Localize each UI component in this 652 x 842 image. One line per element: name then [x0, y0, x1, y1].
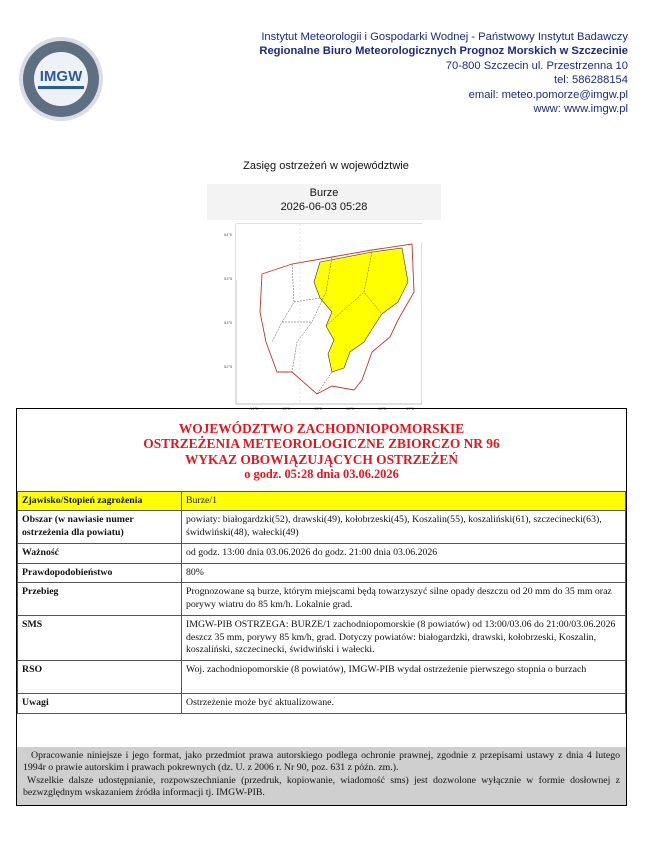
table-row	[18, 694, 626, 713]
svg-text:54°0: 54°0	[224, 232, 233, 237]
svg-text:16°0: 16°0	[346, 406, 355, 411]
row-value: Burze/1	[182, 492, 626, 511]
row-label: Obszar (w nawiasie numer ostrzeżenia dla powiatu)	[18, 511, 182, 544]
row-value: od godz. 13:00 dnia 03.06.2026 do godz. 21:00 dnia 03.06.2026	[182, 544, 626, 563]
title-list: WYKAZ OBOWIĄZUJĄCYCH OSTRZEŻEŃ	[184, 451, 459, 467]
svg-text:14°0: 14°0	[250, 406, 259, 411]
redistribution-notice: Wszelkie dalsze udostępnianie, rozpowszechnianie (przedruk, kopiowanie, wiadomość sms) jest dozwolone wyłącznie w formie dosłownej z bezwzględnym wskazaniem źródła informacji tj. IMGW-PIB.	[23, 774, 620, 799]
row-label: RSO	[18, 661, 182, 694]
warning-area-map	[222, 222, 422, 412]
table-row	[18, 544, 626, 563]
row-label: Ważność	[18, 544, 182, 563]
svg-text:17°0: 17°0	[406, 406, 415, 411]
institute-header	[259, 30, 628, 116]
title-warning-number: OSTRZEŻENIA METEOROLOGICZNE ZBIORCZO NR 96	[143, 436, 500, 452]
table-row	[18, 583, 626, 616]
svg-text:15°5: 15°5	[314, 406, 323, 411]
row-value: powiaty: białogardzki(52), drawski(49), kołobrzeski(45), Koszalin(55), koszaliński(61), szczecinecki(63), świdwiński(48), wałecki(49)	[182, 511, 626, 544]
map-section-title: Zasięg ostrzeżeń w województwie	[243, 160, 409, 172]
row-value: IMGW-PIB OSTRZEGA: BURZE/1 zachodniopomorskie (8 powiatów) od 13:00/03.06 do 21:00/03.06.2026 deszcz 35 mm, porywy 85 km/h, grad. Dotyczy powiatów: białogardzki, drawski, kołobrzeski, Koszalin, koszaliński, szczecinecki, świdwiński i wałecki.	[182, 616, 626, 661]
row-label: SMS	[18, 616, 182, 661]
row-value: Woj. zachodniopomorskie (8 powiatów), IMGW-PIB wydał ostrzeżenie pierwszego stopnia o burzach	[182, 661, 626, 694]
imgw-logo	[18, 36, 104, 122]
row-label: Uwagi	[18, 694, 182, 713]
svg-text:53°0: 53°0	[224, 320, 233, 325]
row-value: Prognozowane są burze, którym miejscami będą towarzyszyć silne opady deszczu od 20 mm do 35 mm oraz porywy wiatru do 85 km/h. Lokalnie grad.	[182, 583, 626, 616]
row-label: Zjawisko/Stopień zagrożenia	[18, 492, 182, 511]
website: www: www.imgw.pl	[533, 103, 628, 116]
map-phenomenon: Burze	[309, 187, 339, 199]
warning-title	[17, 421, 626, 483]
table-row	[18, 563, 626, 582]
table-row	[18, 661, 626, 694]
row-value: Ostrzeżenie może być aktualizowane.	[182, 694, 626, 713]
row-label: Prawdopodobieństwo	[18, 563, 182, 582]
map-caption	[207, 184, 441, 220]
address: 70-800 Szczecin ul. Przestrzenna 10	[445, 59, 628, 72]
svg-text:IMGW: IMGW	[39, 68, 83, 85]
svg-text:52°5: 52°5	[224, 364, 233, 369]
title-voivodeship: WOJEWÓDZTWO ZACHODNIOPOMORSKIE	[178, 421, 465, 436]
row-label: Przebieg	[18, 583, 182, 616]
svg-text:53°5: 53°5	[224, 276, 233, 281]
table-row	[18, 616, 626, 661]
email: email: meteo.pomorze@imgw.pl	[468, 88, 628, 101]
institute-name: Instytut Meteorologii i Gospodarki Wodnej - Państwowy Instytut Badawczy	[261, 31, 628, 43]
table-row	[18, 492, 626, 511]
table-row	[18, 511, 626, 544]
row-value: 80%	[182, 563, 626, 582]
svg-text:15°0: 15°0	[282, 406, 291, 411]
warning-document	[16, 408, 627, 806]
map-datetime: 2026-06-03 05:28	[280, 201, 368, 213]
office-name: Regionalne Biuro Meteorologicznych Prognoz Morskich w Szczecinie	[259, 45, 628, 58]
phone: tel: 586288154	[553, 74, 628, 87]
warning-table	[17, 491, 626, 714]
title-date: o godz. 05:28 dnia 03.06.2026	[244, 467, 399, 482]
svg-text:16°5: 16°5	[378, 406, 387, 411]
copyright-notice: Opracowanie niniejsze i jego format, jako przedmiot prawa autorskiego podlega ochronie prawnej, zgodnie z przepisami ustawy z dnia 4 lutego 1994r o prawie autorskim i prawach pokrewnych (dz. U. z 2006 r. Nr 90, poz. 631 z późn. zm.).	[23, 750, 620, 774]
copyright-footer	[17, 747, 626, 805]
